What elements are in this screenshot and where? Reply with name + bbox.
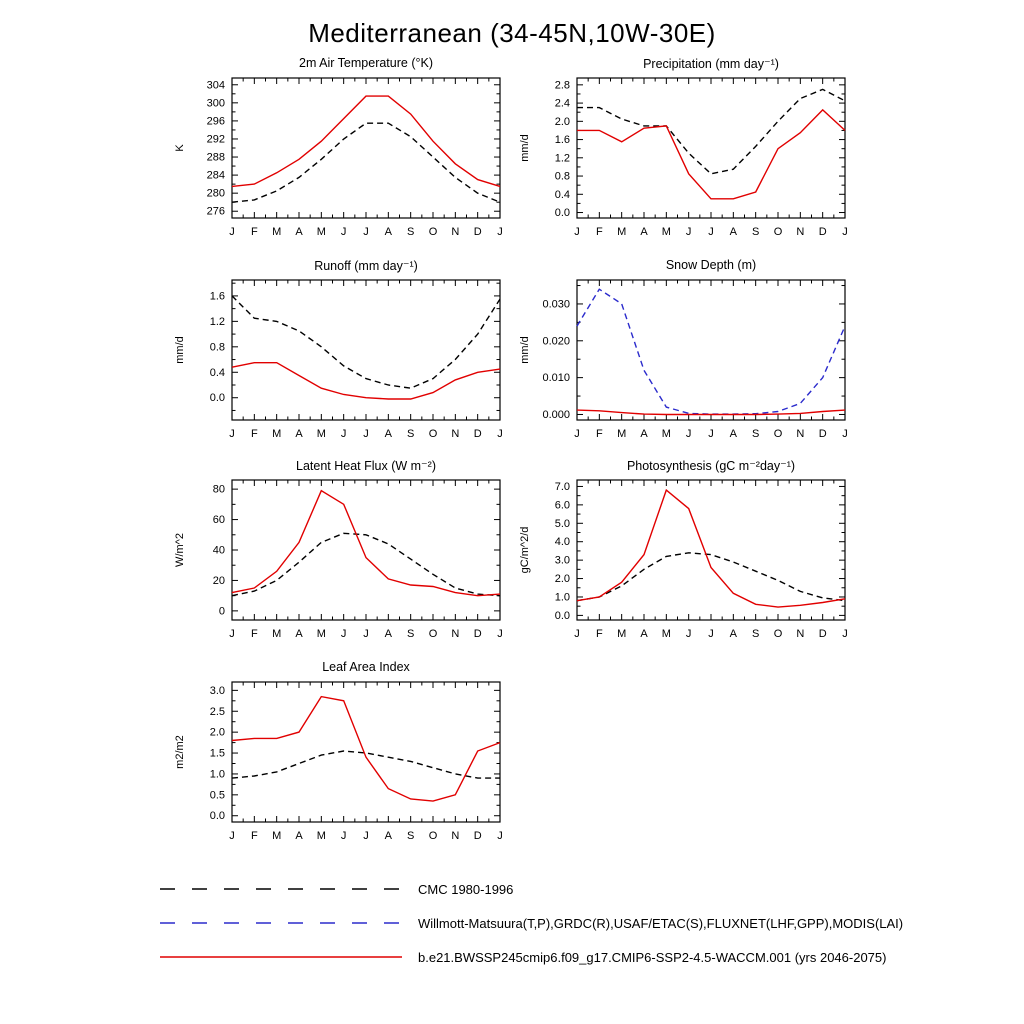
- y-tick-label: 1.5: [209, 747, 225, 760]
- x-tick-label: N: [451, 830, 460, 842]
- x-tick-label: J: [363, 830, 369, 842]
- x-tick-label: F: [595, 428, 603, 440]
- x-tick-label: J: [229, 830, 235, 842]
- series-cmc-obs: [232, 296, 500, 388]
- y-tick-label: 1.2: [554, 152, 570, 165]
- x-tick-label: N: [796, 226, 805, 238]
- axis-labels: [174, 79, 503, 238]
- x-tick-label: J: [363, 226, 369, 238]
- series-model: [232, 96, 500, 186]
- axis-labels: [174, 290, 503, 440]
- x-tick-label: J: [842, 226, 848, 238]
- x-tick-label: J: [497, 428, 503, 440]
- y-axis-label: mm/d: [174, 336, 186, 364]
- x-tick-label: J: [842, 428, 848, 440]
- y-tick-label: 0.0: [554, 207, 570, 220]
- panel-precipitation: [515, 56, 855, 252]
- x-tick-label: D: [818, 226, 827, 238]
- x-tick-label: J: [229, 628, 235, 640]
- y-tick-label: 296: [206, 115, 225, 128]
- series-cmc-obs: [232, 123, 500, 202]
- y-axis-label: mm/d: [519, 336, 531, 364]
- legend-line-sample: [158, 882, 404, 896]
- air-temperature-chart: [170, 74, 510, 246]
- x-tick-label: A: [295, 830, 303, 842]
- x-tick-label: M: [272, 226, 282, 238]
- panel-title: Runoff (mm day⁻¹): [314, 259, 418, 273]
- x-tick-label: A: [384, 830, 393, 842]
- panel-snow-depth: [515, 258, 855, 454]
- x-tick-label: N: [796, 628, 805, 640]
- axis-labels: [519, 298, 848, 440]
- y-tick-label: 5.0: [554, 517, 570, 530]
- x-tick-label: J: [340, 226, 347, 238]
- y-axis-label: m2/m2: [174, 735, 186, 769]
- y-tick-label: 2.0: [554, 573, 570, 586]
- x-tick-label: J: [497, 628, 503, 640]
- x-tick-label: J: [229, 226, 235, 238]
- x-tick-label: D: [473, 226, 482, 238]
- x-tick-label: S: [751, 428, 760, 440]
- x-tick-label: A: [295, 428, 303, 440]
- y-tick-label: 4.0: [554, 536, 570, 549]
- x-tick-label: J: [340, 628, 347, 640]
- y-tick-label: 1.2: [209, 315, 225, 328]
- panel-air-temperature: [170, 56, 510, 252]
- photosynthesis-chart: [515, 476, 855, 648]
- page-title: Mediterranean (34-45N,10W-30E): [308, 18, 716, 48]
- x-tick-label: F: [250, 226, 258, 238]
- x-tick-label: A: [384, 226, 393, 238]
- x-tick-label: J: [685, 226, 692, 238]
- x-tick-label: O: [773, 226, 783, 238]
- panel-leaf-area-index: [170, 660, 510, 856]
- y-tick-label: 2.5: [209, 705, 225, 718]
- y-tick-label: 40: [212, 544, 225, 557]
- x-tick-label: M: [316, 226, 326, 238]
- series-cmc-obs: [577, 553, 845, 601]
- panel-title: Leaf Area Index: [322, 660, 410, 674]
- y-tick-label: 0.0: [209, 810, 225, 823]
- x-tick-label: J: [574, 428, 580, 440]
- x-tick-label: D: [818, 628, 827, 640]
- y-tick-label: 0.010: [542, 372, 570, 385]
- y-tick-label: 0.0: [209, 392, 225, 405]
- x-tick-label: M: [617, 226, 627, 238]
- y-tick-label: 0.000: [542, 408, 570, 421]
- runoff-chart: [170, 276, 510, 448]
- x-tick-label: S: [406, 428, 415, 440]
- x-tick-label: A: [384, 628, 393, 640]
- x-tick-label: J: [340, 428, 347, 440]
- x-tick-label: J: [229, 428, 235, 440]
- legend: [158, 872, 903, 974]
- x-tick-label: J: [363, 428, 369, 440]
- y-tick-label: 1.6: [554, 134, 570, 147]
- latent-heat-flux-chart: [170, 476, 510, 648]
- x-tick-label: A: [295, 226, 303, 238]
- axes: [232, 78, 500, 218]
- series-model: [232, 363, 500, 399]
- x-tick-label: O: [428, 830, 438, 842]
- axis-labels: [174, 685, 503, 842]
- x-tick-label: M: [661, 226, 671, 238]
- panel-title: Latent Heat Flux (W m⁻²): [296, 459, 436, 473]
- x-tick-label: J: [497, 830, 503, 842]
- axes: [232, 480, 500, 620]
- series-obs-blue: [577, 289, 845, 414]
- axis-labels: [174, 484, 503, 640]
- y-axis-label: gC/m^2/d: [519, 526, 531, 574]
- x-tick-label: J: [685, 628, 692, 640]
- y-axis-label: mm/d: [519, 134, 531, 162]
- y-tick-label: 2.0: [554, 115, 570, 128]
- legend-label: b.e21.BWSSP245cmip6.f09_g17.CMIP6-SSP2-4.5-WACCM.001 (yrs 2046-2075): [418, 949, 887, 965]
- y-tick-label: 2.4: [554, 97, 570, 110]
- x-tick-label: A: [295, 628, 303, 640]
- y-tick-label: 276: [206, 205, 225, 218]
- x-tick-label: O: [773, 628, 783, 640]
- precipitation-chart: [515, 74, 855, 246]
- x-tick-label: A: [729, 226, 738, 238]
- legend-line-sample: [158, 916, 404, 930]
- x-tick-label: A: [640, 226, 648, 238]
- x-tick-label: N: [451, 428, 460, 440]
- axes: [577, 78, 845, 218]
- legend-row: [158, 940, 903, 974]
- x-tick-label: J: [340, 830, 347, 842]
- x-tick-label: M: [272, 628, 282, 640]
- y-tick-label: 7.0: [554, 480, 570, 493]
- series-cmc-obs: [232, 533, 500, 595]
- x-tick-label: F: [250, 830, 258, 842]
- y-axis-label: W/m^2: [174, 533, 186, 567]
- x-tick-label: O: [428, 428, 438, 440]
- panel-title: Precipitation (mm day⁻¹): [643, 57, 779, 71]
- x-tick-label: S: [751, 628, 760, 640]
- x-tick-label: M: [617, 628, 627, 640]
- panel-title: Photosynthesis (gC m⁻²day⁻¹): [626, 459, 796, 473]
- x-tick-label: M: [316, 428, 326, 440]
- x-tick-label: F: [595, 628, 603, 640]
- x-tick-label: F: [250, 628, 258, 640]
- y-tick-label: 1.6: [209, 290, 225, 303]
- x-tick-label: O: [428, 628, 438, 640]
- y-tick-label: 20: [212, 574, 225, 587]
- series-model: [577, 490, 845, 607]
- y-tick-label: 0.020: [542, 335, 570, 348]
- axis-labels: [519, 79, 848, 238]
- x-tick-label: J: [708, 628, 714, 640]
- y-tick-label: 288: [206, 151, 225, 164]
- snow-depth-chart: [515, 276, 855, 448]
- x-tick-label: A: [384, 428, 393, 440]
- x-tick-label: J: [842, 628, 848, 640]
- y-tick-label: 60: [212, 514, 225, 527]
- x-tick-label: D: [473, 830, 482, 842]
- x-tick-label: N: [796, 428, 805, 440]
- x-tick-label: F: [595, 226, 603, 238]
- y-tick-label: 1.0: [554, 591, 570, 604]
- x-tick-label: J: [708, 226, 714, 238]
- y-tick-label: 3.0: [554, 554, 570, 567]
- x-tick-label: M: [316, 830, 326, 842]
- panel-title: 2m Air Temperature (°K): [299, 56, 433, 70]
- y-tick-label: 3.0: [209, 684, 225, 697]
- y-tick-label: 0.5: [209, 789, 225, 802]
- x-tick-label: A: [729, 428, 738, 440]
- y-tick-label: 304: [206, 79, 225, 92]
- y-tick-label: 80: [212, 483, 225, 496]
- x-tick-label: N: [451, 226, 460, 238]
- y-tick-label: 280: [206, 187, 225, 200]
- x-tick-label: M: [661, 428, 671, 440]
- y-axis-label: K: [174, 144, 186, 152]
- y-tick-label: 0.0: [554, 609, 570, 622]
- x-tick-label: J: [497, 226, 503, 238]
- axes: [232, 682, 500, 822]
- x-tick-label: J: [708, 428, 714, 440]
- x-tick-label: O: [773, 428, 783, 440]
- x-tick-label: F: [250, 428, 258, 440]
- x-tick-label: M: [272, 830, 282, 842]
- x-tick-label: M: [272, 428, 282, 440]
- series-cmc-obs: [232, 751, 500, 778]
- x-tick-label: J: [685, 428, 692, 440]
- series-model: [232, 697, 500, 802]
- series-model: [232, 491, 500, 596]
- x-tick-label: S: [751, 226, 760, 238]
- legend-row: [158, 872, 903, 906]
- series-model: [577, 110, 845, 199]
- panel-runoff: [170, 258, 510, 454]
- x-tick-label: S: [406, 628, 415, 640]
- x-tick-label: A: [640, 628, 648, 640]
- x-tick-label: N: [451, 628, 460, 640]
- legend-label: Willmott-Matsuura(T,P),GRDC(R),USAF/ETAC(S),FLUXNET(LHF,GPP),MODIS(LAI): [418, 915, 904, 931]
- x-tick-label: D: [818, 428, 827, 440]
- y-tick-label: 284: [206, 169, 225, 182]
- x-tick-label: J: [574, 628, 580, 640]
- y-tick-label: 0: [218, 605, 225, 618]
- x-tick-label: M: [617, 428, 627, 440]
- y-tick-label: 2.8: [554, 79, 570, 92]
- x-tick-label: M: [316, 628, 326, 640]
- legend-row: [158, 906, 903, 940]
- axes: [232, 280, 500, 420]
- legend-label: CMC 1980-1996: [418, 881, 514, 897]
- series-cmc-obs: [577, 89, 845, 173]
- x-tick-label: A: [729, 628, 738, 640]
- y-tick-label: 6.0: [554, 499, 570, 512]
- x-tick-label: S: [406, 830, 415, 842]
- panel-title: Snow Depth (m): [665, 258, 757, 272]
- leaf-area-index-chart: [170, 678, 510, 850]
- x-tick-label: A: [640, 428, 648, 440]
- y-tick-label: 2.0: [209, 726, 225, 739]
- y-tick-label: 1.0: [209, 768, 225, 781]
- axes: [577, 480, 845, 620]
- y-tick-label: 0.8: [209, 341, 225, 354]
- x-tick-label: O: [428, 226, 438, 238]
- y-tick-label: 0.030: [542, 298, 570, 311]
- panel-latent-heat-flux: [170, 458, 510, 654]
- legend-line-sample: [158, 950, 404, 964]
- series-model: [577, 410, 845, 414]
- y-tick-label: 0.4: [554, 188, 570, 201]
- x-tick-label: S: [406, 226, 415, 238]
- y-tick-label: 300: [206, 97, 225, 110]
- x-tick-label: M: [661, 628, 671, 640]
- x-tick-label: D: [473, 428, 482, 440]
- x-tick-label: J: [574, 226, 580, 238]
- y-tick-label: 0.8: [554, 170, 570, 183]
- x-tick-label: D: [473, 628, 482, 640]
- x-tick-label: J: [363, 628, 369, 640]
- y-tick-label: 292: [206, 133, 225, 146]
- panel-photosynthesis: [515, 458, 855, 654]
- y-tick-label: 0.4: [209, 366, 225, 379]
